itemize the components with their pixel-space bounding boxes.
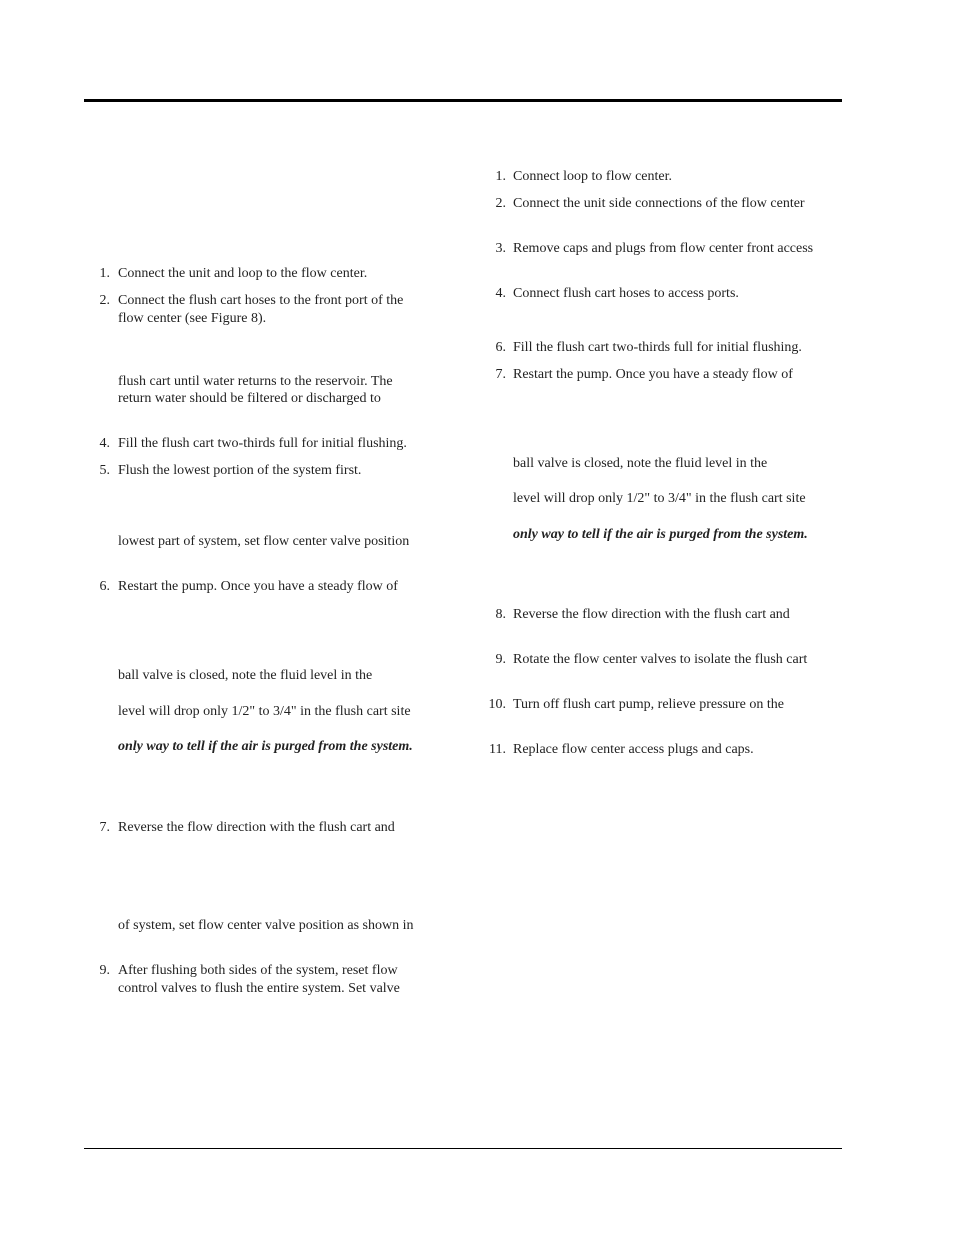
list-item-text: ball valve is closed, note the fluid level in the <box>513 456 768 471</box>
list-number: 10. <box>488 697 506 712</box>
list-item-text: After flushing both sides of the system, reset flow <box>118 963 398 978</box>
list-number: 9. <box>99 963 110 978</box>
footer-rule <box>84 1148 842 1149</box>
list-number: 2. <box>495 196 506 211</box>
list-number: 3. <box>495 241 506 256</box>
list-item-text: control valves to flush the entire system. Set valve <box>118 981 400 996</box>
list-item-text: Reverse the flow direction with the flush cart and <box>513 607 790 622</box>
list-item-text: Fill the flush cart two-thirds full for initial flushing. <box>513 340 802 355</box>
list-item-text: Connect the unit side connections of the flow center <box>513 196 805 211</box>
list-item-text: Connect flush cart hoses to access ports. <box>513 286 739 301</box>
list-number: 7. <box>495 367 506 382</box>
list-number: 1. <box>495 169 506 184</box>
list-number: 7. <box>99 820 110 835</box>
list-number: 5. <box>99 463 110 478</box>
list-item-text: Turn off flush cart pump, relieve pressure on the <box>513 697 784 712</box>
list-item-text: Fill the flush cart two-thirds full for initial flushing. <box>118 436 407 451</box>
list-item-text: flow center (see Figure 8). <box>118 311 267 326</box>
list-number: 4. <box>99 436 110 451</box>
list-item-text: Connect the unit and loop to the flow center. <box>118 266 368 281</box>
list-item-text: Remove caps and plugs from flow center front access <box>513 241 814 256</box>
list-number: 6. <box>495 340 506 355</box>
emphasis-text: only way to tell if the air is purged from the system. <box>118 739 413 754</box>
list-item-text: level will drop only 1/2" to 3/4" in the flush cart site <box>118 704 411 719</box>
list-item-text: level will drop only 1/2" to 3/4" in the flush cart site <box>513 491 806 506</box>
list-item-text: Flush the lowest portion of the system first. <box>118 463 362 478</box>
list-item-text: Reverse the flow direction with the flush cart and <box>118 820 395 835</box>
list-number: 4. <box>495 286 506 301</box>
list-item-text: return water should be filtered or discharged to <box>118 391 381 406</box>
list-number: 1. <box>99 266 110 281</box>
list-item-text: Restart the pump. Once you have a steady flow of <box>118 579 398 594</box>
list-item-text: of system, set flow center valve position as shown in <box>118 918 414 933</box>
list-number: 6. <box>99 579 110 594</box>
list-item-text: ball valve is closed, note the fluid level in the <box>118 668 373 683</box>
list-number: 11. <box>489 742 506 757</box>
header-rule <box>84 99 842 102</box>
list-item-text: Rotate the flow center valves to isolate the flush cart <box>513 652 808 667</box>
list-number: 9. <box>495 652 506 667</box>
list-item-text: flush cart until water returns to the reservoir. The <box>118 374 393 389</box>
emphasis-text: only way to tell if the air is purged from the system. <box>513 527 808 542</box>
list-number: 2. <box>99 293 110 308</box>
list-item-text: Connect the flush cart hoses to the front port of the <box>118 293 404 308</box>
list-item-text: Restart the pump. Once you have a steady flow of <box>513 367 793 382</box>
list-item-text: Replace flow center access plugs and caps. <box>513 742 754 757</box>
list-item-text: Connect loop to flow center. <box>513 169 673 184</box>
list-item-text: lowest part of system, set flow center valve position <box>118 534 410 549</box>
list-number: 8. <box>495 607 506 622</box>
